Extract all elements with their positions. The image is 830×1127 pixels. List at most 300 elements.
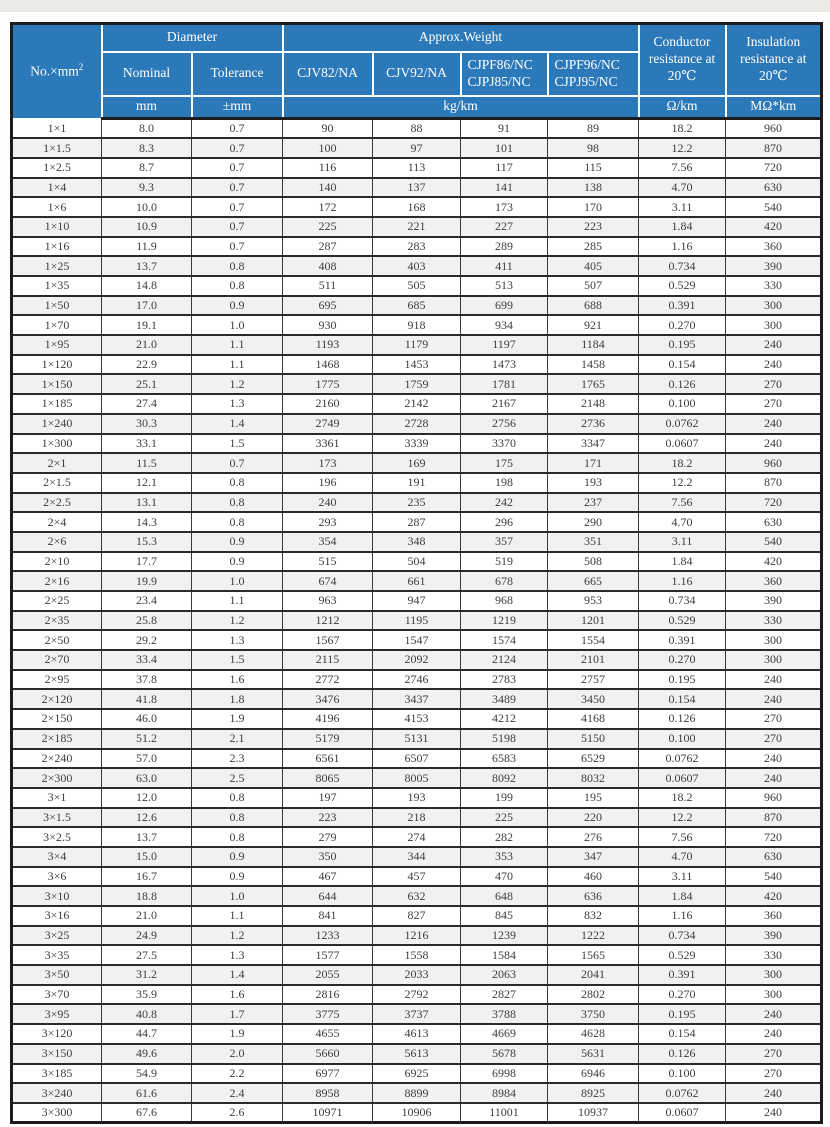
cell: 420 [726, 217, 822, 237]
cell: 1458 [548, 355, 639, 375]
cell: 921 [548, 315, 639, 335]
table-row [12, 296, 822, 316]
header-cjpf96 [548, 52, 639, 96]
cell: 960 [726, 119, 822, 139]
cell: 12.2 [639, 808, 726, 828]
cell: 27.4 [102, 394, 192, 414]
cell: 300 [726, 315, 822, 335]
row-label: 1×6 [12, 197, 102, 217]
table-row [12, 119, 822, 139]
cell: 1453 [373, 355, 461, 375]
header-group-approx-weight: Approx.Weight [283, 24, 639, 52]
cell: 240 [726, 749, 822, 769]
row-label: 3×2.5 [12, 827, 102, 847]
cell: 0.195 [639, 335, 726, 355]
table-row [12, 453, 822, 473]
cell: 460 [548, 867, 639, 887]
table-row [12, 256, 822, 276]
cell: 348 [373, 532, 461, 552]
cell: 5131 [373, 729, 461, 749]
cell: 225 [283, 217, 373, 237]
cell: 240 [726, 689, 822, 709]
cell: 0.8 [192, 473, 283, 493]
row-label: 3×10 [12, 886, 102, 906]
cell: 287 [283, 237, 373, 257]
cell: 1.9 [192, 709, 283, 729]
cell: 1.3 [192, 945, 283, 965]
cell: 12.0 [102, 788, 192, 808]
cell: 193 [548, 473, 639, 493]
cell: 930 [283, 315, 373, 335]
cell: 4.70 [639, 847, 726, 867]
cell: 6507 [373, 749, 461, 769]
cell: 173 [283, 453, 373, 473]
cell: 22.9 [102, 355, 192, 375]
cell: 27.5 [102, 945, 192, 965]
cell: 89 [548, 119, 639, 139]
cell: 1554 [548, 630, 639, 650]
cell: 11001 [461, 1103, 548, 1123]
cell: 1577 [283, 945, 373, 965]
cell: 12.1 [102, 473, 192, 493]
cell: 0.7 [192, 138, 283, 158]
cell: 220 [548, 808, 639, 828]
cell: 6561 [283, 749, 373, 769]
cell: 1.84 [639, 552, 726, 572]
cell: 90 [283, 119, 373, 139]
cell: 173 [461, 197, 548, 217]
cell: 4.70 [639, 512, 726, 532]
cell: 330 [726, 276, 822, 296]
cell: 648 [461, 886, 548, 906]
cell: 0.8 [192, 808, 283, 828]
cell: 21.0 [102, 335, 192, 355]
cell: 678 [461, 571, 548, 591]
cell: 720 [726, 827, 822, 847]
cell: 0.7 [192, 178, 283, 198]
cell: 15.0 [102, 847, 192, 867]
cell: 3.11 [639, 197, 726, 217]
cell: 12.2 [639, 138, 726, 158]
cell: 870 [726, 473, 822, 493]
cell: 195 [548, 788, 639, 808]
cell: 1.16 [639, 571, 726, 591]
cell: 720 [726, 158, 822, 178]
cell: 3450 [548, 689, 639, 709]
header-cjv82: CJV82/NA [283, 52, 373, 96]
cell: 4153 [373, 709, 461, 729]
cell: 5631 [548, 1044, 639, 1064]
table-row [12, 335, 822, 355]
cell: 10.9 [102, 217, 192, 237]
table-row [12, 906, 822, 926]
cell: 137 [373, 178, 461, 198]
table-row [12, 630, 822, 650]
cell: 5678 [461, 1044, 548, 1064]
cell: 1.2 [192, 611, 283, 631]
cell: 240 [726, 434, 822, 454]
cell: 674 [283, 571, 373, 591]
cell: 279 [283, 827, 373, 847]
cell: 1216 [373, 926, 461, 946]
cell: 1239 [461, 926, 548, 946]
cell: 46.0 [102, 709, 192, 729]
cell: 0.270 [639, 315, 726, 335]
cell: 1547 [373, 630, 461, 650]
cell: 0.9 [192, 532, 283, 552]
cell: 1558 [373, 945, 461, 965]
table-row [12, 886, 822, 906]
cell: 1.4 [192, 414, 283, 434]
cell: 3339 [373, 434, 461, 454]
cell: 23.4 [102, 591, 192, 611]
cell: 354 [283, 532, 373, 552]
cell: 3737 [373, 1004, 461, 1024]
cell: 350 [283, 847, 373, 867]
cell: 2746 [373, 670, 461, 690]
table-body [12, 119, 822, 1123]
header-cjpf86-line2: CJPJ85/NC [467, 73, 531, 89]
cell: 720 [726, 493, 822, 513]
cell: 0.8 [192, 512, 283, 532]
table-row [12, 237, 822, 257]
row-label: 3×300 [12, 1103, 102, 1123]
cell: 968 [461, 591, 548, 611]
table-row [12, 1064, 822, 1084]
cell: 870 [726, 138, 822, 158]
cell: 270 [726, 729, 822, 749]
cell: 113 [373, 158, 461, 178]
cell: 289 [461, 237, 548, 257]
cell: 8092 [461, 768, 548, 788]
cell: 0.7 [192, 237, 283, 257]
table-row [12, 768, 822, 788]
cell: 0.8 [192, 493, 283, 513]
row-label: 1×16 [12, 237, 102, 257]
cell: 285 [548, 237, 639, 257]
table-row [12, 827, 822, 847]
cell: 360 [726, 906, 822, 926]
cell: 540 [726, 197, 822, 217]
cell: 116 [283, 158, 373, 178]
table-row [12, 414, 822, 434]
cell: 282 [461, 827, 548, 847]
cell: 19.9 [102, 571, 192, 591]
cell: 1222 [548, 926, 639, 946]
cell: 6925 [373, 1064, 461, 1084]
cell: 1.7 [192, 1004, 283, 1024]
cell: 1.3 [192, 630, 283, 650]
cell: 4613 [373, 1024, 461, 1044]
cell: 33.1 [102, 434, 192, 454]
cell: 12.6 [102, 808, 192, 828]
header-cjpf86 [461, 52, 548, 96]
cell: 0.391 [639, 630, 726, 650]
table-row [12, 217, 822, 237]
cell: 0.7 [192, 119, 283, 139]
cell: 6946 [548, 1064, 639, 1084]
cell: 240 [283, 493, 373, 513]
cell: 240 [726, 355, 822, 375]
cell: 508 [548, 552, 639, 572]
cell: 5198 [461, 729, 548, 749]
cell: 35.9 [102, 985, 192, 1005]
cell: 6583 [461, 749, 548, 769]
cell: 511 [283, 276, 373, 296]
cell: 140 [283, 178, 373, 198]
cell: 1.1 [192, 906, 283, 926]
cell: 3775 [283, 1004, 373, 1024]
row-label: 3×50 [12, 965, 102, 985]
cell: 44.7 [102, 1024, 192, 1044]
cell: 117 [461, 158, 548, 178]
cell: 0.7 [192, 197, 283, 217]
cell: 100 [283, 138, 373, 158]
cell: 91 [461, 119, 548, 139]
cell: 0.7 [192, 217, 283, 237]
cell: 8005 [373, 768, 461, 788]
row-label: 2×2.5 [12, 493, 102, 513]
cell: 630 [726, 178, 822, 198]
cell: 0.126 [639, 374, 726, 394]
cell: 98 [548, 138, 639, 158]
cell: 225 [461, 808, 548, 828]
cell: 193 [373, 788, 461, 808]
cell: 8032 [548, 768, 639, 788]
page-top-strip [0, 0, 830, 12]
cell: 1565 [548, 945, 639, 965]
row-label: 1×25 [12, 256, 102, 276]
cell: 330 [726, 945, 822, 965]
cell: 0.8 [192, 276, 283, 296]
row-label: 3×35 [12, 945, 102, 965]
row-label: 1×120 [12, 355, 102, 375]
cable-spec-table [10, 22, 823, 1124]
cell: 14.3 [102, 512, 192, 532]
cell: 0.126 [639, 1044, 726, 1064]
cell: 1.2 [192, 926, 283, 946]
table-row [12, 571, 822, 591]
table-row [12, 434, 822, 454]
cell: 240 [726, 670, 822, 690]
table-row [12, 709, 822, 729]
cell: 630 [726, 847, 822, 867]
unit-conductor-resistance: Ω/km [639, 96, 726, 119]
cell: 841 [283, 906, 373, 926]
row-label: 1×1.5 [12, 138, 102, 158]
cell: 0.9 [192, 847, 283, 867]
cell: 1.8 [192, 689, 283, 709]
cell: 4.70 [639, 178, 726, 198]
cell: 17.7 [102, 552, 192, 572]
cell: 0.0762 [639, 1083, 726, 1103]
table-header [12, 24, 822, 119]
cell: 632 [373, 886, 461, 906]
cell: 4168 [548, 709, 639, 729]
cell: 1.16 [639, 906, 726, 926]
cell: 2802 [548, 985, 639, 1005]
cell: 4196 [283, 709, 373, 729]
cell: 2827 [461, 985, 548, 1005]
cell: 1.84 [639, 217, 726, 237]
cell: 18.2 [639, 453, 726, 473]
row-label: 3×16 [12, 906, 102, 926]
cell: 513 [461, 276, 548, 296]
cell: 2167 [461, 394, 548, 414]
cell: 1.6 [192, 670, 283, 690]
header-cjpf96-line1: CJPF96/NC [554, 56, 620, 72]
cell: 1.1 [192, 591, 283, 611]
table-row [12, 394, 822, 414]
cell: 240 [726, 335, 822, 355]
cell: 240 [726, 1024, 822, 1044]
cell: 18.8 [102, 886, 192, 906]
cell: 13.1 [102, 493, 192, 513]
cell: 1759 [373, 374, 461, 394]
cell: 2124 [461, 650, 548, 670]
cell: 15.3 [102, 532, 192, 552]
cell: 2.5 [192, 768, 283, 788]
cell: 67.6 [102, 1103, 192, 1123]
cell: 0.100 [639, 729, 726, 749]
table-row [12, 1083, 822, 1103]
header-cjpf86-line1: CJPF86/NC [467, 56, 533, 72]
cell: 0.7 [192, 158, 283, 178]
cell: 101 [461, 138, 548, 158]
cell: 2816 [283, 985, 373, 1005]
cell: 1219 [461, 611, 548, 631]
cell: 2115 [283, 650, 373, 670]
row-label: 1×150 [12, 374, 102, 394]
cell: 242 [461, 493, 548, 513]
row-label: 1×50 [12, 296, 102, 316]
row-label: 2×240 [12, 749, 102, 769]
cell: 403 [373, 256, 461, 276]
table-row [12, 197, 822, 217]
cell: 3476 [283, 689, 373, 709]
cell: 953 [548, 591, 639, 611]
cell: 540 [726, 867, 822, 887]
cell: 661 [373, 571, 461, 591]
cell: 7.56 [639, 827, 726, 847]
header-cjpf96-line2: CJPJ95/NC [554, 73, 618, 89]
cell: 1.0 [192, 886, 283, 906]
cell: 3370 [461, 434, 548, 454]
cell: 274 [373, 827, 461, 847]
cell: 115 [548, 158, 639, 178]
cell: 270 [726, 394, 822, 414]
row-label: 3×1 [12, 788, 102, 808]
cell: 504 [373, 552, 461, 572]
cell: 25.1 [102, 374, 192, 394]
cell: 3750 [548, 1004, 639, 1024]
cell: 0.529 [639, 611, 726, 631]
cell: 0.7 [192, 453, 283, 473]
row-label: 3×150 [12, 1044, 102, 1064]
cell: 390 [726, 591, 822, 611]
cell: 420 [726, 552, 822, 572]
cell: 3.11 [639, 532, 726, 552]
cell: 88 [373, 119, 461, 139]
header-size-column [12, 24, 102, 119]
table-row [12, 138, 822, 158]
cell: 1574 [461, 630, 548, 650]
cell: 37.8 [102, 670, 192, 690]
row-label: 2×95 [12, 670, 102, 690]
table-row [12, 512, 822, 532]
cell: 296 [461, 512, 548, 532]
cell: 270 [726, 374, 822, 394]
cell: 2160 [283, 394, 373, 414]
cell: 3347 [548, 434, 639, 454]
cell: 168 [373, 197, 461, 217]
cell: 6977 [283, 1064, 373, 1084]
cell: 1184 [548, 335, 639, 355]
cell: 2101 [548, 650, 639, 670]
cell: 8065 [283, 768, 373, 788]
cell: 175 [461, 453, 548, 473]
cell: 0.195 [639, 1004, 726, 1024]
cell: 0.154 [639, 355, 726, 375]
table-row [12, 1024, 822, 1044]
cell: 390 [726, 926, 822, 946]
table-row [12, 532, 822, 552]
cell: 40.8 [102, 1004, 192, 1024]
cell: 4669 [461, 1024, 548, 1044]
cell: 2033 [373, 965, 461, 985]
cell: 1.0 [192, 315, 283, 335]
cell: 1781 [461, 374, 548, 394]
cell: 17.0 [102, 296, 192, 316]
cell: 467 [283, 867, 373, 887]
row-label: 1×35 [12, 276, 102, 296]
cell: 960 [726, 788, 822, 808]
cell: 21.0 [102, 906, 192, 926]
cell: 0.9 [192, 552, 283, 572]
cell: 13.7 [102, 256, 192, 276]
cell: 0.195 [639, 670, 726, 690]
table-row [12, 473, 822, 493]
cell: 0.734 [639, 591, 726, 611]
row-label: 1×240 [12, 414, 102, 434]
cell: 960 [726, 453, 822, 473]
row-label: 1×70 [12, 315, 102, 335]
cell: 97 [373, 138, 461, 158]
cell: 8.3 [102, 138, 192, 158]
cell: 1.9 [192, 1024, 283, 1044]
cell: 685 [373, 296, 461, 316]
size-header-label: No.×mm [30, 63, 79, 79]
cell: 0.0762 [639, 749, 726, 769]
cell: 300 [726, 630, 822, 650]
cell: 390 [726, 256, 822, 276]
cell: 171 [548, 453, 639, 473]
table-row [12, 178, 822, 198]
cell: 636 [548, 886, 639, 906]
row-label: 3×4 [12, 847, 102, 867]
cell: 10937 [548, 1103, 639, 1123]
cell: 344 [373, 847, 461, 867]
cell: 7.56 [639, 493, 726, 513]
table-row [12, 1044, 822, 1064]
cell: 240 [726, 1103, 822, 1123]
cell: 2142 [373, 394, 461, 414]
cell: 293 [283, 512, 373, 532]
cell: 4212 [461, 709, 548, 729]
cell: 5150 [548, 729, 639, 749]
cell: 0.8 [192, 827, 283, 847]
cell: 49.6 [102, 1044, 192, 1064]
